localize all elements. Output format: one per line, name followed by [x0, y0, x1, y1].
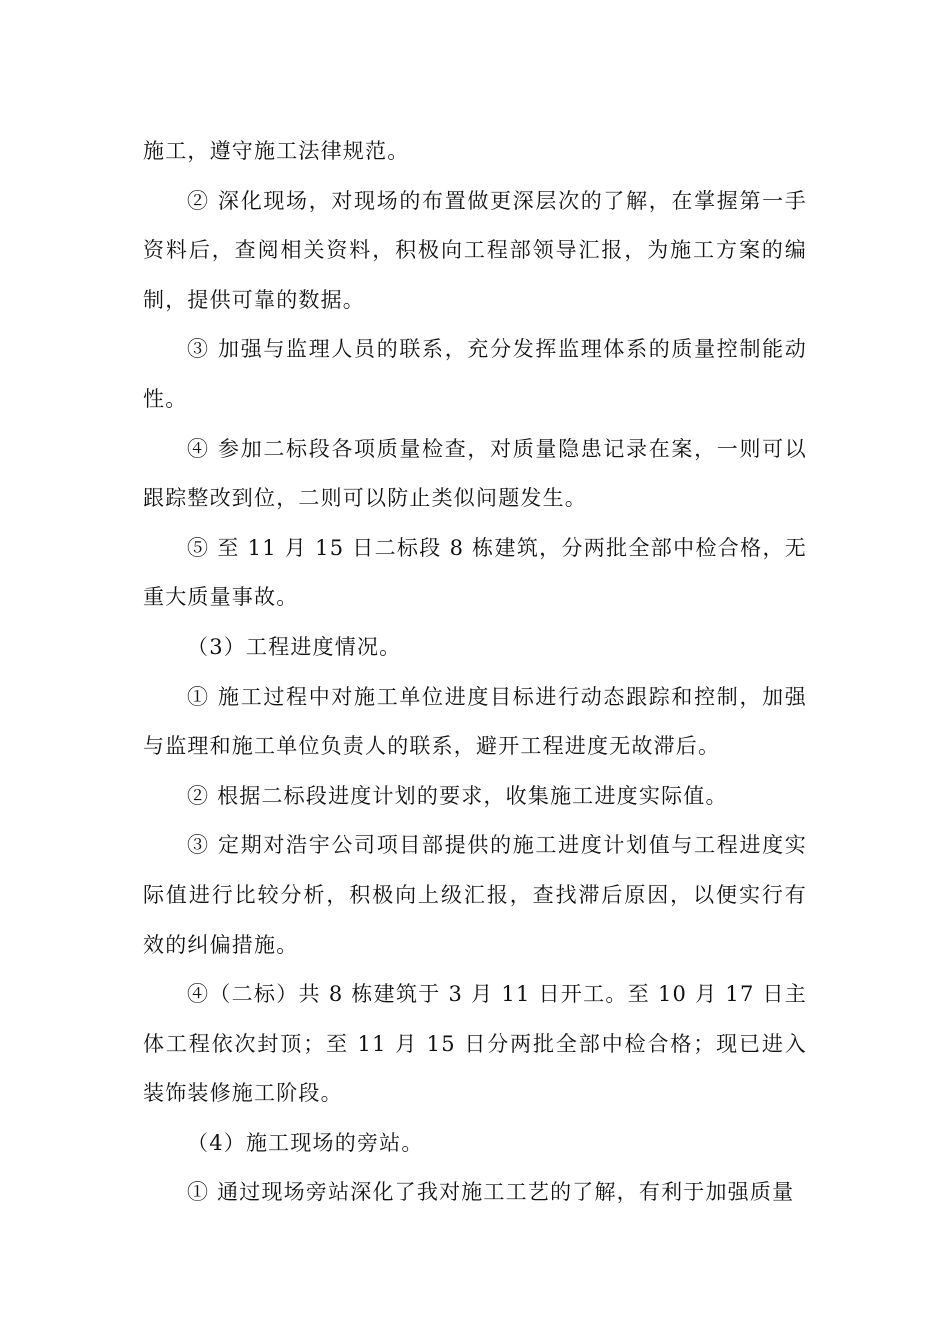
paragraph-progress-item-3: ③ 定期对浩宇公司项目部提供的施工进度计划值与工程进度实际值进行比较分析，积极向上级汇报，查找滞后原因，以便实行有效的纠偏措施。	[143, 833, 807, 957]
paragraph-progress-item-4: ④（二标）共 8 栋建筑于 3 月 11 日开工。至 10 月 17 日主体工程依次封顶；至 11 月 15 日分两批全部中检合格；现已进入装饰装修施工阶段。	[143, 982, 807, 1106]
paragraph-continuation: 施工，遵守施工法律规范。	[143, 139, 410, 163]
paragraph-item-4-quality-inspection: ④ 参加二标段各项质量检查，对质量隐患记录在案，一则可以跟踪整改到位，二则可以防止类似问题发生。	[143, 436, 807, 511]
paragraph-site-item-1: ① 通过现场旁站深化了我对施工工艺的了解，有利于加强质量	[187, 1180, 795, 1205]
paragraph-progress-item-1: ① 施工过程中对施工单位进度目标进行动态跟踪和控制，加强与监理和施工单位负责人的联系，避开工程进度无故滞后。	[143, 684, 807, 759]
section-heading-progress: （3）工程进度情况。	[187, 634, 402, 659]
paragraph-item-5-inspection-result: ⑤ 至 11 月 15 日二标段 8 栋建筑，分两批全部中检合格，无重大质量事故。	[143, 535, 807, 610]
paragraph-item-3-supervision-contact: ③ 加强与监理人员的联系，充分发挥监理体系的质量控制能动性。	[143, 337, 807, 411]
paragraph-item-2-deepen-site: ② 深化现场，对现场的布置做更深层次的了解，在掌握第一手资料后，查阅相关资料，积极向工程部领导汇报，为施工方案的编制，提供可靠的数据。	[143, 188, 807, 312]
document-body	[143, 127, 807, 1218]
section-heading-site-supervision: （4）施工现场的旁站。	[187, 1130, 424, 1155]
paragraph-progress-item-2: ② 根据二标段进度计划的要求，收集施工进度实际值。	[187, 783, 728, 808]
